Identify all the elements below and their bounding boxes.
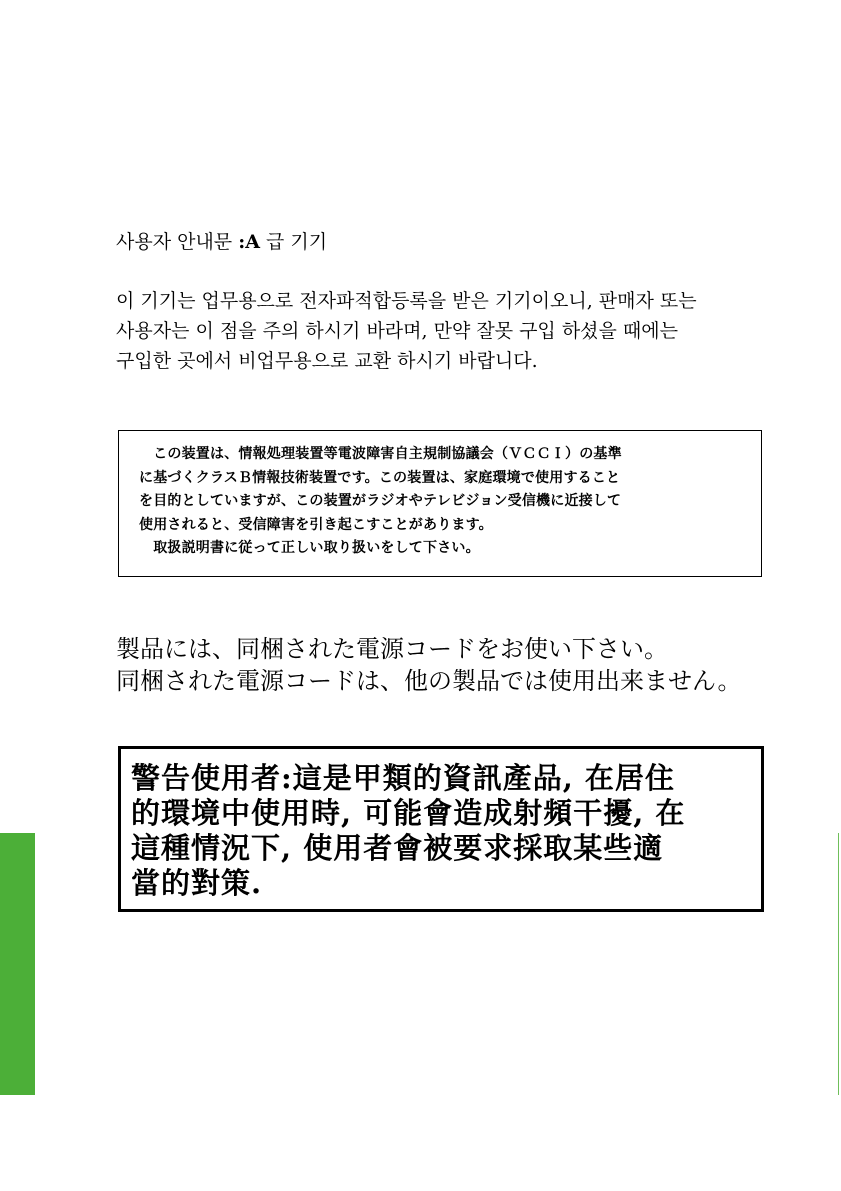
warning-line: 這種情況下, 使用者會被要求採取某些適	[131, 831, 664, 865]
page-edge-line	[838, 833, 839, 1095]
vcci-line: を目的としていますが、この装置がラジオやテレビジョン受信機に近接して	[139, 493, 622, 509]
vcci-notice-box	[118, 430, 762, 577]
korean-notice-title	[116, 228, 327, 256]
korean-title-grade: :A	[238, 231, 260, 253]
korean-line: 이 기기는 업무용으로 전자파적합등록을 받은 기기이오니, 판매자 또는	[116, 290, 697, 312]
korean-title-suffix: 급 기기	[259, 231, 328, 253]
warning-line: 當的對策.	[131, 866, 263, 900]
korean-line: 사용자는 이 점을 주의 하시기 바라며, 만약 잘못 구입 하셨을 때에는	[116, 320, 678, 342]
chapter-side-tab	[0, 833, 35, 1095]
vcci-line: 取扱説明書に従って正しい取り扱いをして下さい。	[139, 540, 480, 556]
vcci-line: に基づくクラスＢ情報技術装置です。この装置は、家庭環境で使用すること	[139, 469, 621, 486]
power-notice-line: 同梱された電源コードは、他の製品では使用出来ません。	[116, 667, 742, 695]
power-cord-notice	[116, 633, 741, 697]
power-notice-line: 製品には、同梱された電源コードをお使い下さい。	[116, 635, 668, 663]
korean-notice-body	[116, 286, 776, 376]
vcci-line: 使用されると、受信障害を引き起こすことがあります。	[139, 516, 493, 533]
chinese-warning-box	[118, 746, 764, 912]
korean-title-prefix: 사용자 안내문	[116, 231, 239, 253]
warning-line: 警告使用者:這是甲類的資訊產品, 在居住	[131, 761, 675, 795]
warning-line: 的環境中使用時, 可能會造成射頻干擾, 在	[131, 796, 686, 830]
vcci-line: この装置は、情報処理装置等電波障害自主規制協議会（ＶＣＣＩ）の基準	[139, 446, 622, 462]
korean-line: 구입한 곳에서 비업무용으로 교환 하시기 바랍니다.	[116, 350, 538, 372]
